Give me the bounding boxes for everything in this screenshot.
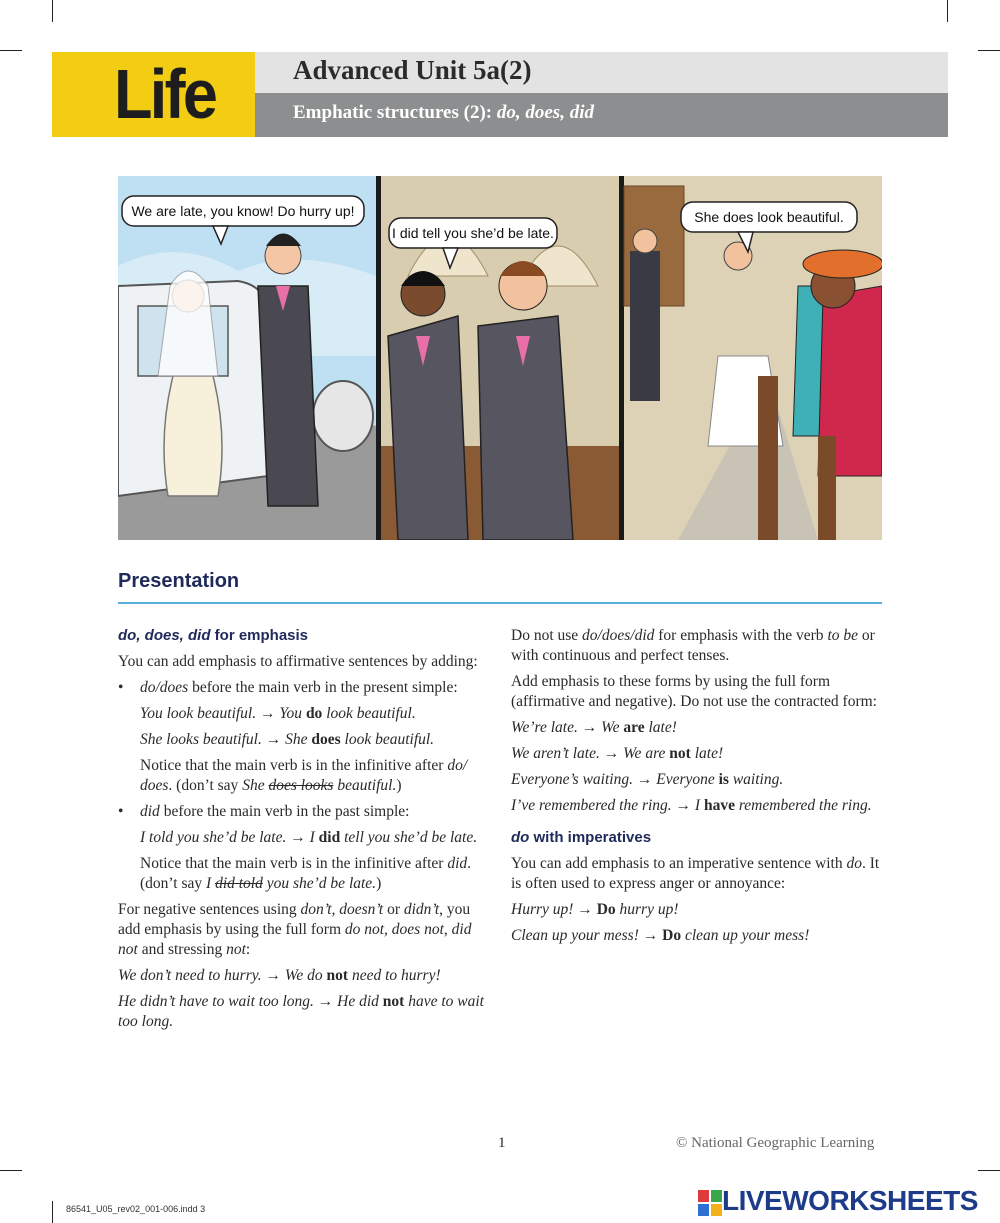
example-sentence: I told you she’d be late. → I did tell you she’d be late. xyxy=(140,829,478,846)
subheading-imperatives: do with imperatives xyxy=(511,829,652,846)
note-text: Notice that the main verb is in the infinitive after did. (don’t say I did told you she’d be late.) xyxy=(140,855,472,892)
liveworksheets-logo[interactable]: LIVEWORKSHEETS xyxy=(722,1185,978,1216)
subheading-emphasis: do, does, did for emphasis xyxy=(118,627,309,644)
page-number: 1 xyxy=(498,1135,506,1151)
negative-text: For negative sentences using don’t, doesn’t or didn’t, you add emphasis by using the full form do not, does not, did not and stressing not: xyxy=(118,901,472,958)
bullet-do-does: • do/does before the main verb in the present simple: xyxy=(118,678,492,698)
crop-mark xyxy=(947,0,948,22)
rule-text: Do not use do/does/did for emphasis with the verb to be or with continuous and perfect tenses. xyxy=(511,627,875,664)
comic-panel-1 xyxy=(118,176,376,540)
right-column xyxy=(511,626,883,952)
note-text: Notice that the main verb is in the infinitive after do/ does. (don’t say She does looks beautiful.) xyxy=(140,757,468,794)
example-sentence: I’ve remembered the ring. → I have remembered the ring. xyxy=(511,797,872,814)
rule-text: You can add emphasis to an imperative sentence with do. It is often used to express anger or annoyance: xyxy=(511,855,880,892)
left-column xyxy=(118,626,492,1038)
example-sentence: We don’t need to hurry. → We do not need to hurry! xyxy=(118,967,441,984)
example-sentence: He didn’t have to wait too long. → He did not have to wait too long. xyxy=(118,993,484,1030)
crop-mark xyxy=(52,1201,53,1223)
example-sentence: Hurry up! → Do hurry up! xyxy=(511,901,679,918)
example-sentence: We’re late. → We are late! xyxy=(511,719,677,736)
title-bar xyxy=(255,52,948,93)
crop-mark xyxy=(978,1170,1000,1171)
bullet-did: • did before the main verb in the past simple: xyxy=(118,802,492,822)
subtitle-bar xyxy=(255,93,948,137)
speech-bubble-3: She does look beautiful. xyxy=(694,209,844,225)
page-title: Advanced Unit 5a(2) xyxy=(293,55,532,85)
page-subtitle: Emphatic structures (2): do, does, did xyxy=(293,102,594,123)
section-heading: Presentation xyxy=(118,570,240,592)
liveworksheets-icon xyxy=(698,1190,722,1216)
crop-mark xyxy=(52,0,53,22)
comic-panel-3 xyxy=(624,176,882,540)
rule-text: Add emphasis to these forms by using the full form (affirmative and negative). Do not use the contracted form: xyxy=(511,673,877,710)
file-name: 86541_U05_rev02_001-006.indd 3 xyxy=(66,1204,206,1214)
example-sentence: Everyone’s waiting. → Everyone is waiting. xyxy=(511,771,784,788)
comic-panel-2 xyxy=(381,176,619,540)
example-sentence: You look beautiful. → You do look beautiful. xyxy=(140,705,416,722)
copyright: © National Geographic Learning xyxy=(676,1135,875,1151)
life-logo xyxy=(52,52,255,137)
intro-text: You can add emphasis to affirmative sentences by adding: xyxy=(118,653,478,670)
crop-mark xyxy=(0,1170,22,1171)
example-sentence: Clean up your mess! → Do clean up your mess! xyxy=(511,927,810,944)
section-divider xyxy=(118,602,882,604)
crop-mark xyxy=(978,50,1000,51)
logo-text: Life xyxy=(114,55,216,133)
example-sentence: We aren’t late. → We are not late! xyxy=(511,745,724,762)
example-sentence: She looks beautiful. → She does look beautiful. xyxy=(140,731,435,748)
speech-bubble-2: I did tell you she’d be late. xyxy=(392,225,554,241)
speech-bubble-1: We are late, you know! Do hurry up! xyxy=(131,203,355,219)
crop-mark xyxy=(0,50,22,51)
comic-strip xyxy=(118,176,882,540)
